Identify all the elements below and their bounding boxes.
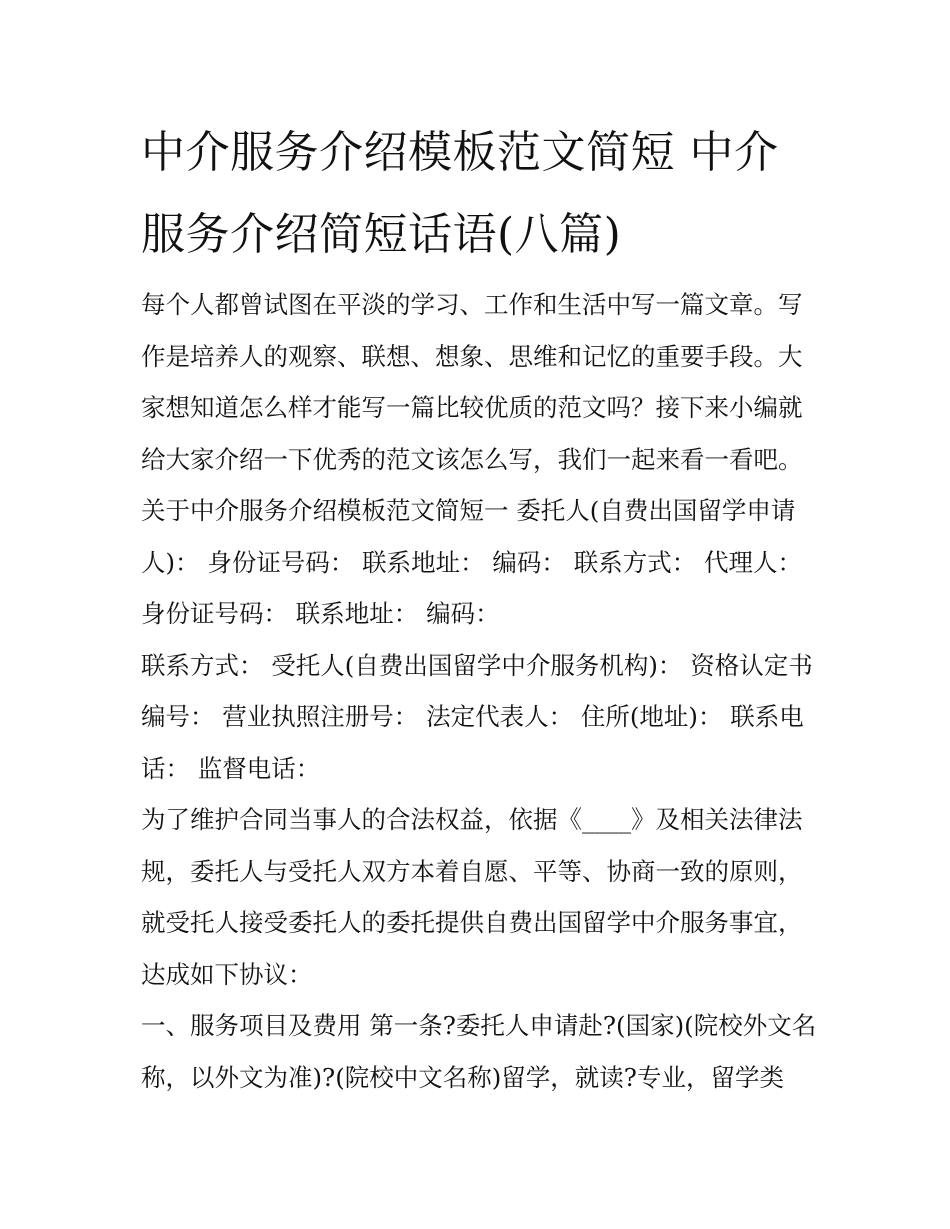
intro-paragraph: 每个人都曾试图在平淡的学习、工作和生活中写一篇文章。写作是培养人的观察、联想、想象、思维和记忆的重要手段。大家想知道怎么样才能写一篇比较优质的范文吗？接下来小编就给大家介绍一下优秀的范文该怎么写，我们一起来看一看吧。 <box>141 290 803 474</box>
document-body <box>141 279 821 1103</box>
client-info-paragraph: 关于中介服务介绍模板范文简短一 委托人(自费出国留学申请人)： 身份证号码： 联系地址： 编码： 联系方式： 代理人： 身份证号码： 联系地址： 编码： <box>141 496 802 628</box>
trustee-info-paragraph: 联系方式： 受托人(自费出国留学中介服务机构)： 资格认定书编号： 营业执照注册号： 法定代表人： 住所(地址)： 联系电话： 监督电话： <box>141 650 813 783</box>
document-title: 中介服务介绍模板范文简短 中介服务介绍简短话语(八篇) <box>141 127 779 260</box>
service-items-paragraph: 一、服务项目及费用 第一条?委托人申请赴?(国家)(院校外文名称，以外文为准)?(院校中文名称)留学，就读?专业，留学类 <box>141 1011 817 1092</box>
agreement-preamble-paragraph: 为了维护合同当事人的合法权益，依据《____》及相关法律法规，委托人与受托人双方本着自愿、平等、协商一致的原则，就受托人接受委托人的委托提供自费出国留学中介服务事宜，达成如下协议： <box>141 805 803 989</box>
